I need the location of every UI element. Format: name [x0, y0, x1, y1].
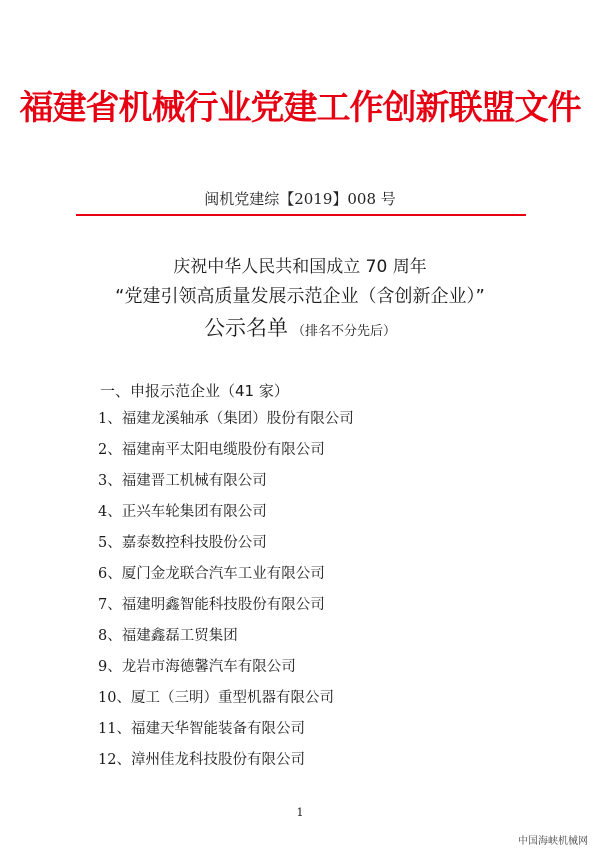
source-watermark: 中国海峡机械网: [518, 836, 588, 847]
company-name: 福建龙溪轴承（集团）股份有限公司: [121, 411, 354, 427]
company-name: 厦门金龙联合汽车工业有限公司: [121, 566, 325, 582]
company-name: 福建晋工机械有限公司: [121, 473, 267, 489]
page-number: 1: [296, 806, 304, 819]
list-item: [98, 683, 354, 714]
company-name: 福建天华智能装备有限公司: [130, 721, 305, 737]
list-item: [98, 497, 354, 528]
document-number: 闽机党建综【2019】008 号: [204, 190, 396, 208]
company-name: 福建南平太阳电缆股份有限公司: [121, 442, 325, 458]
list-item: [98, 404, 354, 435]
company-name: 福建鑫磊工贸集团: [121, 628, 238, 644]
list-item: [98, 559, 354, 590]
item-number: 1、: [98, 411, 122, 427]
title-line-1: 庆祝中华人民共和国成立 70 周年: [173, 257, 427, 277]
company-name: 厦工（三明）重型机器有限公司: [130, 690, 334, 706]
list-item: [98, 714, 354, 745]
title-main: 公示名单: [203, 316, 288, 340]
list-item: [98, 652, 354, 683]
item-number: 10、: [98, 690, 131, 706]
item-number: 6、: [98, 566, 122, 582]
title-note: （排名不分先后）: [291, 324, 396, 339]
item-number: 11、: [98, 721, 131, 737]
item-number: 5、: [98, 535, 122, 551]
section-heading: 一、申报示范企业（41 家）: [100, 382, 289, 400]
item-number: 9、: [98, 659, 122, 675]
company-name: 嘉泰数控科技股份公司: [121, 535, 267, 551]
list-item: [98, 466, 354, 497]
item-number: 8、: [98, 628, 122, 644]
list-item: [98, 745, 354, 776]
header-divider: [76, 214, 526, 216]
item-number: 3、: [98, 473, 122, 489]
list-item: [98, 621, 354, 652]
title-line-2: “党建引领高质量发展示范企业（含创新企业）”: [115, 286, 485, 307]
company-name: 龙岩市海德馨汽车有限公司: [121, 659, 296, 675]
item-number: 4、: [98, 504, 122, 520]
list-item: [98, 528, 354, 559]
list-item: [98, 590, 354, 621]
title-line-3: [0, 312, 600, 342]
document-header-title: 福建省机械行业党建工作创新联盟文件: [19, 88, 581, 128]
item-number: 7、: [98, 597, 122, 613]
company-list: [98, 404, 354, 776]
item-number: 2、: [98, 442, 122, 458]
list-item: [98, 435, 354, 466]
company-name: 正兴车轮集团有限公司: [121, 504, 267, 520]
company-name: 福建明鑫智能科技股份有限公司: [121, 597, 325, 613]
company-name: 漳州佳龙科技股份有限公司: [130, 752, 305, 768]
item-number: 12、: [98, 752, 131, 768]
